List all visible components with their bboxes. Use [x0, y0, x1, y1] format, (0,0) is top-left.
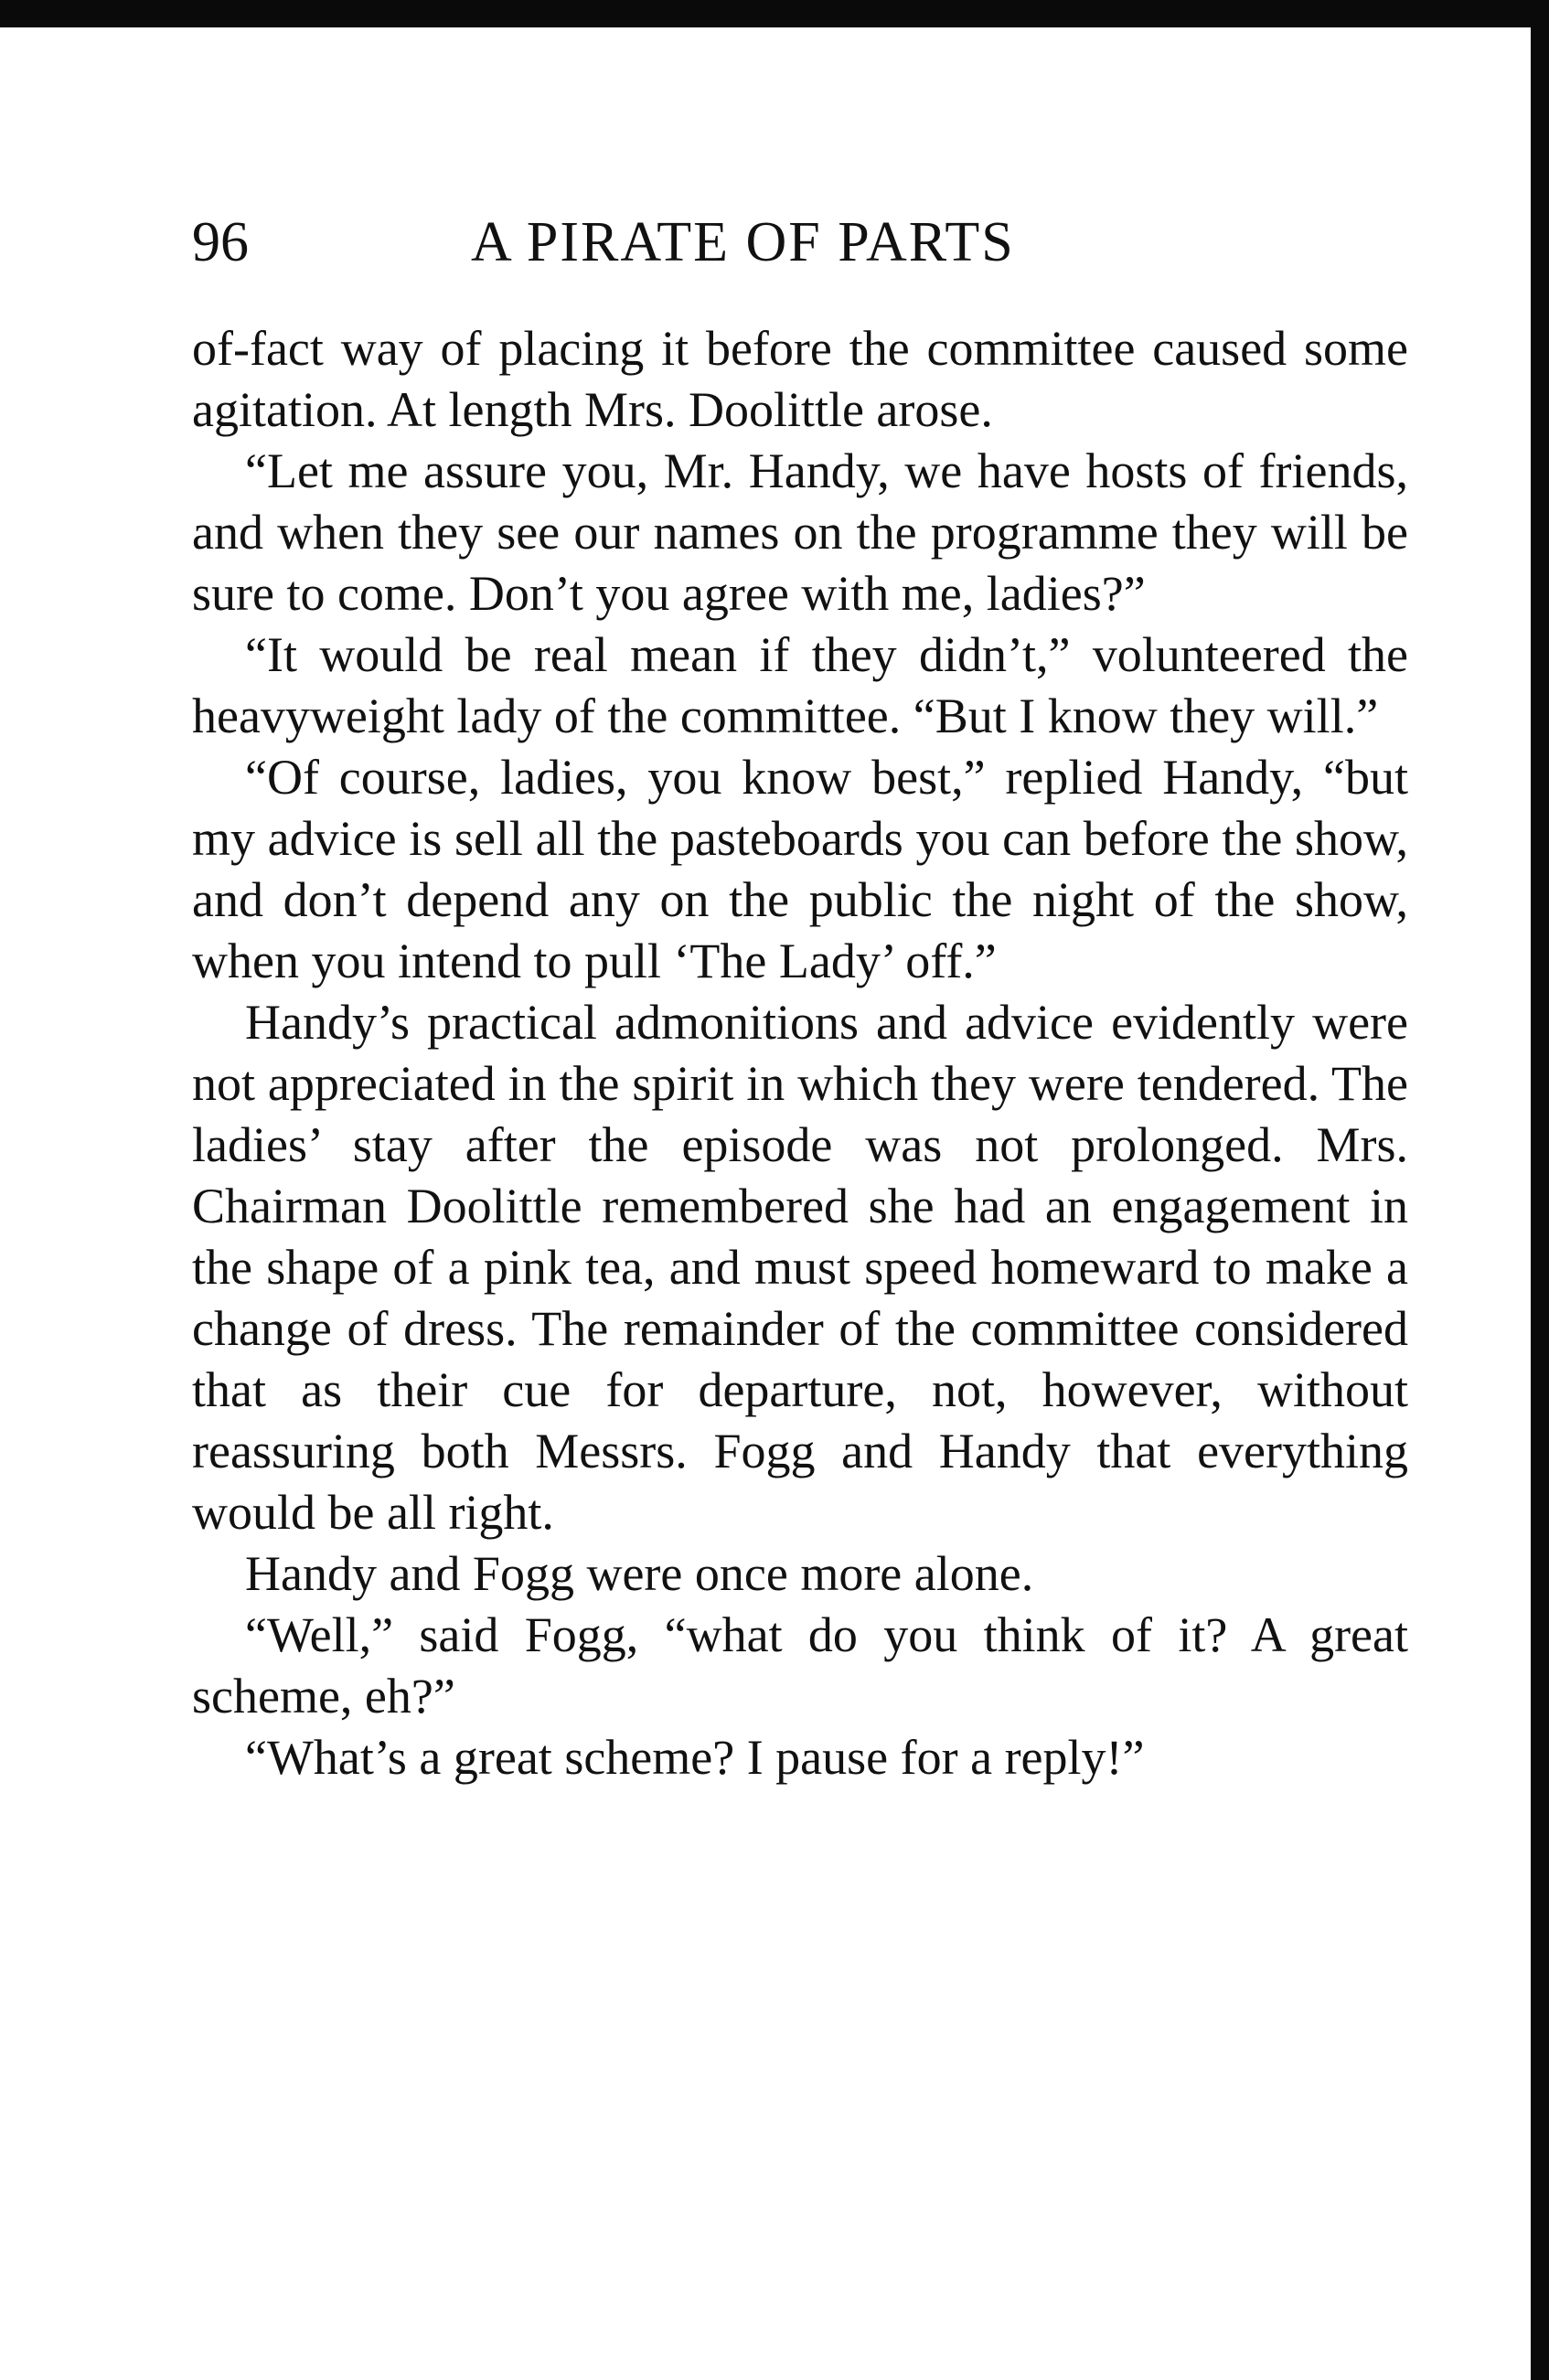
paragraph: Handy and Fogg were once more alone.	[245, 1546, 1034, 1601]
paragraph: Handy’s practical admonitions and advice evidently were not appreciated in the spirit in which they were tendered. The ladies’ stay after the episode was not prolonged. Mrs. Chairman Doolittle remembered she had an engagement in the shape of a pink tea, and must speed homeward to make a change of dress. The remainder of the committee considered that as their cue for departure, not, however, without reassuring both Messrs. Fogg and Handy that everything would be all right.	[192, 995, 1408, 1540]
running-title: A PIRATE OF PARTS	[471, 211, 1015, 273]
page-number: 96	[192, 211, 249, 273]
paragraph: “Of course, ladies, you know best,” replied Handy, “but my advice is sell all the pasteboards you can before the show, and don’t depend any on the public the night of the show, when you intend to pull ‘The Lady’ off.”	[192, 750, 1408, 988]
scan-top-border	[0, 0, 1549, 27]
book-page	[192, 208, 1408, 1788]
scan-right-border	[1531, 0, 1549, 2380]
paragraph: “Well,” said Fogg, “what do you think of it? A great scheme, eh?”	[192, 1607, 1408, 1724]
body-text	[192, 318, 1408, 1788]
paragraph: “What’s a great scheme? I pause for a reply!”	[245, 1730, 1145, 1785]
paragraph: “It would be real mean if they didn’t,” volunteered the heavyweight lady of the committee. “But I know they will.”	[192, 627, 1408, 743]
paragraph: of-fact way of placing it before the committee caused some agitation. At length Mrs. Doolittle arose.	[192, 321, 1408, 437]
paragraph: “Let me assure you, Mr. Handy, we have hosts of friends, and when they see our names on the programme they will be sure to come. Don’t you agree with me, ladies?”	[192, 443, 1408, 621]
page-header	[192, 208, 1408, 318]
